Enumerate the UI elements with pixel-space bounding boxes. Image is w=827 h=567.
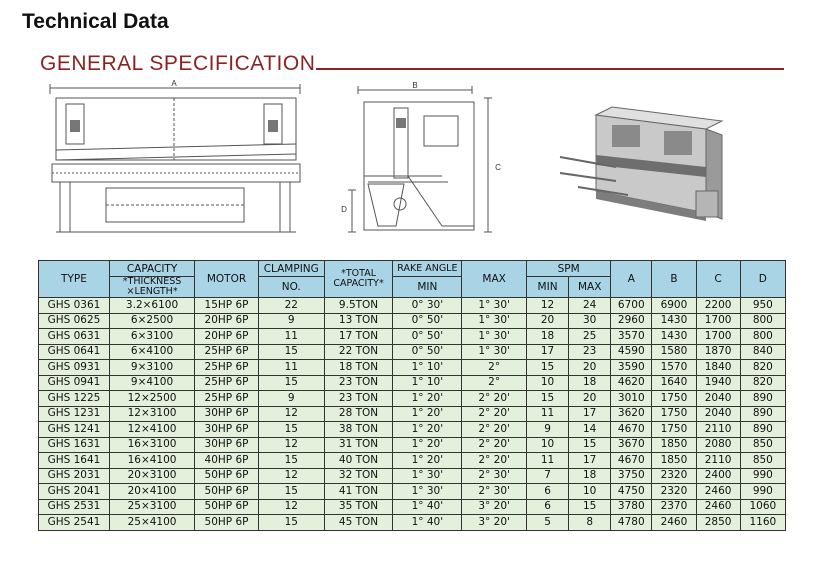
table-cell: 1870	[696, 344, 740, 360]
table-row	[39, 298, 786, 314]
table-cell: 1° 30'	[393, 484, 462, 500]
header-rake-min: MIN	[393, 277, 462, 298]
table-row	[39, 375, 786, 391]
table-cell: 5	[527, 515, 569, 531]
table-cell: 2° 30'	[462, 484, 527, 500]
table-cell: 20×4100	[109, 484, 194, 500]
table-cell: 4620	[611, 375, 652, 391]
table-cell: 2° 20'	[462, 422, 527, 438]
table-cell: 28 TON	[324, 406, 393, 422]
header-total-capacity: *TOTAL CAPACITY*	[324, 261, 393, 298]
table-cell: 11	[258, 360, 324, 376]
table-cell: 3780	[611, 499, 652, 515]
table-cell: 2460	[652, 515, 696, 531]
table-cell: 15	[258, 515, 324, 531]
table-cell: 10	[527, 375, 569, 391]
table-cell: 2° 20'	[462, 437, 527, 453]
table-cell: 6×3100	[109, 329, 194, 345]
table-cell: 820	[740, 360, 785, 376]
table-cell: 1700	[696, 329, 740, 345]
table-cell: 15	[527, 391, 569, 407]
table-cell: 4670	[611, 422, 652, 438]
table-cell: 4750	[611, 484, 652, 500]
table-cell: GHS 0641	[39, 344, 110, 360]
table-cell: 800	[740, 329, 785, 345]
table-cell: 0° 50'	[393, 313, 462, 329]
table-cell: 12×2500	[109, 391, 194, 407]
table-cell: 17	[527, 344, 569, 360]
table-cell: 15	[258, 344, 324, 360]
table-cell: 9.5TON	[324, 298, 393, 314]
table-cell: 18	[569, 375, 611, 391]
table-row	[39, 422, 786, 438]
side-view-drawing	[338, 80, 520, 238]
table-cell: 15	[569, 499, 611, 515]
table-cell: 3570	[611, 329, 652, 345]
table-cell: 1° 10'	[393, 375, 462, 391]
table-cell: 9×3100	[109, 360, 194, 376]
table-cell: 18	[569, 468, 611, 484]
table-cell: 1° 20'	[393, 391, 462, 407]
table-cell: 18 TON	[324, 360, 393, 376]
table-cell: 20	[569, 391, 611, 407]
dim-label-c: C	[495, 163, 501, 172]
table-cell: 1° 20'	[393, 453, 462, 469]
table-cell: 30HP 6P	[195, 422, 259, 438]
table-cell: 1° 30'	[462, 298, 527, 314]
title-rule	[316, 68, 784, 70]
table-cell: 950	[740, 298, 785, 314]
table-cell: 25HP 6P	[195, 375, 259, 391]
table-cell: 3° 20'	[462, 499, 527, 515]
table-cell: 6	[527, 499, 569, 515]
table-cell: 890	[740, 406, 785, 422]
table-cell: 4590	[611, 344, 652, 360]
table-cell: 2400	[696, 468, 740, 484]
table-cell: 2960	[611, 313, 652, 329]
table-cell: 11	[258, 329, 324, 345]
table-cell: GHS 1231	[39, 406, 110, 422]
table-cell: 1700	[696, 313, 740, 329]
table-cell: 12×3100	[109, 406, 194, 422]
table-cell: 850	[740, 437, 785, 453]
table-row	[39, 406, 786, 422]
table-cell: 8	[569, 515, 611, 531]
dim-label-b: B	[412, 81, 418, 90]
table-cell: 890	[740, 422, 785, 438]
table-cell: 15	[527, 360, 569, 376]
table-cell: 23 TON	[324, 375, 393, 391]
table-cell: 1570	[652, 360, 696, 376]
table-cell: 1° 30'	[393, 468, 462, 484]
table-cell: 15	[258, 453, 324, 469]
table-cell: 45 TON	[324, 515, 393, 531]
table-cell: 1850	[652, 437, 696, 453]
table-cell: 1° 40'	[393, 499, 462, 515]
table-cell: 820	[740, 375, 785, 391]
table-cell: 40 TON	[324, 453, 393, 469]
table-cell: GHS 0931	[39, 360, 110, 376]
table-cell: 1430	[652, 329, 696, 345]
table-cell: 20	[527, 313, 569, 329]
table-cell: GHS 2031	[39, 468, 110, 484]
table-cell: 3750	[611, 468, 652, 484]
table-cell: 30HP 6P	[195, 406, 259, 422]
table-cell: 2° 20'	[462, 406, 527, 422]
table-cell: 6×4100	[109, 344, 194, 360]
specification-table-body	[39, 298, 786, 531]
table-cell: 2110	[696, 422, 740, 438]
table-cell: 1580	[652, 344, 696, 360]
table-cell: 3620	[611, 406, 652, 422]
table-cell: 1850	[652, 453, 696, 469]
header-clamping-sub: NO.	[258, 277, 324, 298]
header-clamping: CLAMPING	[258, 261, 324, 277]
table-cell: 22	[258, 298, 324, 314]
table-cell: 2°	[462, 360, 527, 376]
table-cell: 6	[527, 484, 569, 500]
header-motor: MOTOR	[195, 261, 259, 298]
table-cell: 1° 20'	[393, 437, 462, 453]
header-c: C	[696, 261, 740, 298]
table-cell: GHS 2541	[39, 515, 110, 531]
header-type: TYPE	[39, 261, 110, 298]
table-cell: 6×2500	[109, 313, 194, 329]
table-cell: 18	[527, 329, 569, 345]
table-cell: 850	[740, 453, 785, 469]
table-cell: 1° 30'	[462, 313, 527, 329]
table-cell: 50HP 6P	[195, 484, 259, 500]
table-cell: 20	[569, 360, 611, 376]
table-cell: 12	[258, 437, 324, 453]
table-cell: 2040	[696, 406, 740, 422]
table-cell: 2080	[696, 437, 740, 453]
table-cell: 1750	[652, 406, 696, 422]
table-cell: 1750	[652, 391, 696, 407]
table-cell: 15	[258, 375, 324, 391]
table-cell: 30	[569, 313, 611, 329]
table-cell: 12	[258, 468, 324, 484]
table-cell: 35 TON	[324, 499, 393, 515]
table-cell: 3590	[611, 360, 652, 376]
table-cell: 25×4100	[109, 515, 194, 531]
table-cell: 50HP 6P	[195, 499, 259, 515]
table-cell: 31 TON	[324, 437, 393, 453]
table-cell: 20×3100	[109, 468, 194, 484]
table-cell: 15	[258, 422, 324, 438]
table-cell: 2110	[696, 453, 740, 469]
page-heading: Technical Data	[22, 10, 169, 33]
table-cell: 1840	[696, 360, 740, 376]
table-row	[39, 313, 786, 329]
table-cell: 23 TON	[324, 391, 393, 407]
header-capacity-sub: *THICKNESS ×LENGTH*	[109, 277, 194, 298]
table-cell: 1° 40'	[393, 515, 462, 531]
header-b: B	[652, 261, 696, 298]
table-cell: 1° 20'	[393, 422, 462, 438]
table-cell: 3670	[611, 437, 652, 453]
header-d: D	[740, 261, 785, 298]
table-cell: GHS 1241	[39, 422, 110, 438]
table-cell: GHS 1641	[39, 453, 110, 469]
table-cell: 0° 50'	[393, 329, 462, 345]
table-cell: GHS 2041	[39, 484, 110, 500]
header-capacity: CAPACITY	[109, 261, 194, 277]
table-cell: 3010	[611, 391, 652, 407]
table-cell: 1430	[652, 313, 696, 329]
table-cell: 30HP 6P	[195, 437, 259, 453]
table-cell: 32 TON	[324, 468, 393, 484]
table-cell: 0° 50'	[393, 344, 462, 360]
table-cell: 22 TON	[324, 344, 393, 360]
table-cell: 16×3100	[109, 437, 194, 453]
table-cell: 6700	[611, 298, 652, 314]
table-cell: 15HP 6P	[195, 298, 259, 314]
header-rake-max: MAX	[462, 261, 527, 298]
table-cell: 12	[527, 298, 569, 314]
table-cell: GHS 0625	[39, 313, 110, 329]
table-row	[39, 453, 786, 469]
table-cell: 9	[258, 313, 324, 329]
table-cell: 1° 10'	[393, 360, 462, 376]
table-cell: 12×4100	[109, 422, 194, 438]
table-row	[39, 499, 786, 515]
header-a: A	[611, 261, 652, 298]
table-cell: 25HP 6P	[195, 360, 259, 376]
machine-perspective-image	[556, 95, 726, 230]
table-cell: 23	[569, 344, 611, 360]
table-cell: 14	[569, 422, 611, 438]
table-cell: 1° 30'	[462, 344, 527, 360]
table-cell: 4670	[611, 453, 652, 469]
table-cell: 40HP 6P	[195, 453, 259, 469]
table-cell: 20HP 6P	[195, 313, 259, 329]
table-cell: 1750	[652, 422, 696, 438]
header-spm: SPM	[527, 261, 611, 277]
specification-table	[38, 260, 786, 531]
header-rake-angle: RAKE ANGLE	[393, 261, 462, 277]
table-cell: 41 TON	[324, 484, 393, 500]
table-cell: GHS 1225	[39, 391, 110, 407]
table-cell: 1° 30'	[462, 329, 527, 345]
table-cell: 6900	[652, 298, 696, 314]
table-cell: 13 TON	[324, 313, 393, 329]
table-cell: 25HP 6P	[195, 391, 259, 407]
table-cell: 3° 20'	[462, 515, 527, 531]
table-cell: 2850	[696, 515, 740, 531]
table-cell: 11	[527, 406, 569, 422]
table-row	[39, 468, 786, 484]
table-cell: 9×4100	[109, 375, 194, 391]
table-row	[39, 437, 786, 453]
table-cell: 11	[527, 453, 569, 469]
table-cell: 25×3100	[109, 499, 194, 515]
table-cell: GHS 2531	[39, 499, 110, 515]
table-cell: GHS 0631	[39, 329, 110, 345]
table-cell: GHS 0941	[39, 375, 110, 391]
table-cell: 2320	[652, 468, 696, 484]
dim-label-d: D	[341, 205, 347, 214]
table-row	[39, 329, 786, 345]
table-cell: 12	[258, 406, 324, 422]
table-cell: 2200	[696, 298, 740, 314]
front-view-drawing	[46, 80, 304, 238]
table-row	[39, 344, 786, 360]
table-row	[39, 360, 786, 376]
table-cell: 9	[527, 422, 569, 438]
table-cell: GHS 0361	[39, 298, 110, 314]
table-row	[39, 484, 786, 500]
table-cell: 25	[569, 329, 611, 345]
table-cell: 15	[569, 437, 611, 453]
table-cell: 2° 20'	[462, 453, 527, 469]
header-spm-min: MIN	[527, 277, 569, 298]
table-cell: 50HP 6P	[195, 468, 259, 484]
table-cell: 2460	[696, 484, 740, 500]
table-cell: 15	[258, 484, 324, 500]
table-cell: 50HP 6P	[195, 515, 259, 531]
table-cell: 2° 30'	[462, 468, 527, 484]
table-cell: 4780	[611, 515, 652, 531]
section-title: GENERAL SPECIFICATION	[40, 52, 316, 75]
table-cell: GHS 1631	[39, 437, 110, 453]
table-cell: 1940	[696, 375, 740, 391]
table-row	[39, 515, 786, 531]
table-cell: 25HP 6P	[195, 344, 259, 360]
table-cell: 38 TON	[324, 422, 393, 438]
table-cell: 2° 20'	[462, 391, 527, 407]
table-cell: 1160	[740, 515, 785, 531]
table-cell: 990	[740, 484, 785, 500]
table-cell: 17	[569, 453, 611, 469]
table-cell: 3.2×6100	[109, 298, 194, 314]
table-cell: 990	[740, 468, 785, 484]
table-cell: 2320	[652, 484, 696, 500]
table-cell: 840	[740, 344, 785, 360]
table-cell: 890	[740, 391, 785, 407]
table-cell: 1° 20'	[393, 406, 462, 422]
table-cell: 2°	[462, 375, 527, 391]
table-cell: 2040	[696, 391, 740, 407]
table-cell: 17	[569, 406, 611, 422]
table-cell: 24	[569, 298, 611, 314]
table-cell: 16×4100	[109, 453, 194, 469]
header-spm-max: MAX	[569, 277, 611, 298]
table-row	[39, 391, 786, 407]
table-cell: 1060	[740, 499, 785, 515]
table-cell: 17 TON	[324, 329, 393, 345]
table-cell: 10	[527, 437, 569, 453]
table-cell: 2370	[652, 499, 696, 515]
table-cell: 10	[569, 484, 611, 500]
table-cell: 20HP 6P	[195, 329, 259, 345]
table-cell: 9	[258, 391, 324, 407]
dim-label-a: A	[171, 80, 177, 88]
table-cell: 1640	[652, 375, 696, 391]
table-cell: 800	[740, 313, 785, 329]
table-cell: 2460	[696, 499, 740, 515]
table-cell: 12	[258, 499, 324, 515]
table-cell: 0° 30'	[393, 298, 462, 314]
table-cell: 7	[527, 468, 569, 484]
